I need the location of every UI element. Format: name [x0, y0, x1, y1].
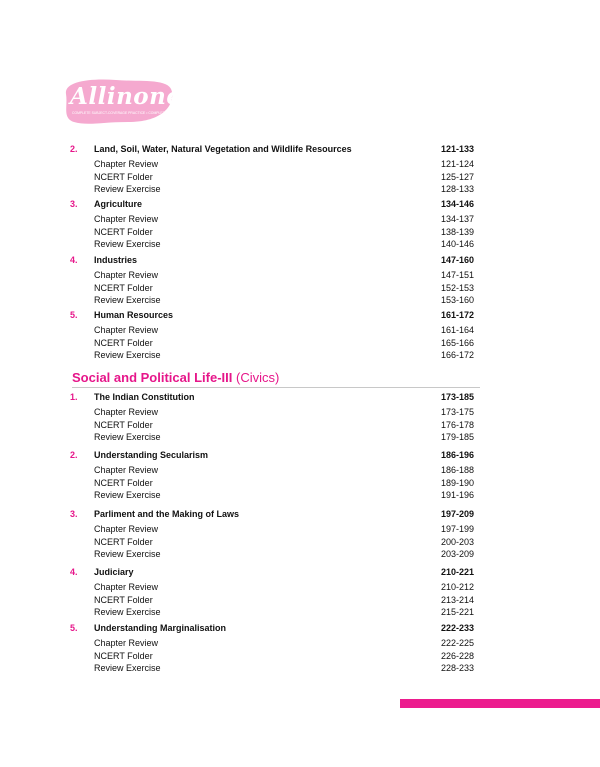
sub-row[interactable]: [70, 464, 474, 476]
sub-row[interactable]: [70, 523, 474, 535]
chapter-title: Industries: [94, 255, 138, 265]
sub-row[interactable]: [70, 213, 474, 225]
sub-title: Chapter Review: [94, 270, 159, 281]
sub-row[interactable]: [70, 337, 474, 349]
sub-row[interactable]: [70, 477, 474, 489]
sub-row[interactable]: [70, 406, 474, 418]
sub-pages: 189-190: [440, 477, 474, 488]
section-subtitle: (Civics): [236, 370, 280, 385]
sub-title: Review Exercise: [94, 295, 161, 306]
sub-title: NCERT Folder: [94, 337, 153, 348]
sub-row[interactable]: [70, 269, 474, 281]
sub-row[interactable]: [70, 548, 474, 560]
sub-row[interactable]: [70, 650, 474, 662]
sub-pages: 161-164: [440, 325, 474, 336]
chapter-pages: 161-172: [440, 310, 474, 320]
sub-pages: 197-199: [440, 524, 474, 535]
chapter-row[interactable]: [70, 309, 474, 321]
chapter-pages: 197-209: [440, 509, 474, 519]
toc-entry-judiciary: [70, 566, 474, 619]
sub-row[interactable]: [70, 158, 474, 170]
chapter-title: Agriculture: [94, 199, 143, 209]
chapter-title: Land, Soil, Water, Natural Vegetation and Wildlife Resources: [94, 144, 352, 154]
sub-pages: 125-127: [440, 171, 474, 182]
toc-entry-marginalisation: [70, 622, 474, 675]
chapter-pages: 210-221: [440, 567, 474, 577]
sub-pages: 152-153: [440, 282, 474, 293]
sub-title: Chapter Review: [94, 638, 159, 649]
sub-pages: 222-225: [440, 638, 474, 649]
sub-pages: 140-146: [440, 239, 474, 250]
sub-row[interactable]: [70, 238, 474, 250]
chapter-title: Judiciary: [94, 567, 134, 577]
chapter-title: The Indian Constitution: [94, 392, 195, 402]
chapter-title: Understanding Marginalisation: [94, 623, 227, 633]
section-heading-civics: [72, 369, 480, 388]
sub-row[interactable]: [70, 594, 474, 606]
chapter-title: Parliment and the Making of Laws: [94, 509, 240, 519]
sub-row[interactable]: [70, 282, 474, 294]
chapter-row[interactable]: [70, 143, 474, 155]
sub-pages: 210-212: [440, 582, 474, 593]
sub-title: Review Exercise: [94, 607, 161, 618]
sub-title: Review Exercise: [94, 239, 161, 250]
toc-entry-parliament: [70, 508, 474, 561]
sub-title: Review Exercise: [94, 350, 161, 361]
sub-row[interactable]: [70, 419, 474, 431]
sub-title: Chapter Review: [94, 159, 159, 170]
chapter-number: 4.: [70, 255, 78, 265]
sub-pages: 186-188: [440, 465, 474, 476]
sub-title: Review Exercise: [94, 184, 161, 195]
sub-pages: 166-172: [440, 350, 474, 361]
sub-row[interactable]: [70, 662, 474, 674]
all-in-one-logo: [58, 76, 191, 128]
sub-row[interactable]: [70, 294, 474, 306]
sub-title: NCERT Folder: [94, 226, 153, 237]
sub-row[interactable]: [70, 183, 474, 195]
toc-entry-human-resources: [70, 309, 474, 362]
toc-entry-secularism: [70, 449, 474, 502]
sub-row[interactable]: [70, 226, 474, 238]
sub-pages: 203-209: [440, 549, 474, 560]
chapter-row[interactable]: [70, 254, 474, 266]
sub-title: NCERT Folder: [94, 419, 153, 430]
sub-pages: 138-139: [440, 226, 474, 237]
sub-row[interactable]: [70, 489, 474, 501]
sub-pages: 200-203: [440, 536, 474, 547]
sub-pages: 179-185: [440, 432, 474, 443]
chapter-number: 2.: [70, 144, 78, 154]
sub-row[interactable]: [70, 536, 474, 548]
chapter-title: Human Resources: [94, 310, 174, 320]
sub-row[interactable]: [70, 431, 474, 443]
sub-pages: 165-166: [440, 337, 474, 348]
sub-pages: 176-178: [440, 419, 474, 430]
sub-row[interactable]: [70, 349, 474, 361]
sub-pages: 215-221: [440, 607, 474, 618]
chapter-row[interactable]: [70, 391, 474, 403]
toc-entry-agriculture: [70, 198, 474, 251]
chapter-pages: 173-185: [440, 392, 474, 402]
sub-title: Chapter Review: [94, 214, 159, 225]
sub-row[interactable]: [70, 637, 474, 649]
sub-title: NCERT Folder: [94, 536, 153, 547]
sub-title: Review Exercise: [94, 549, 161, 560]
sub-pages: 121-124: [440, 159, 474, 170]
sub-title: Chapter Review: [94, 524, 159, 535]
toc-entry-industries: [70, 254, 474, 307]
chapter-row[interactable]: [70, 198, 474, 210]
sub-row[interactable]: [70, 171, 474, 183]
toc-entry-land-soil: [70, 143, 474, 196]
sub-row[interactable]: [70, 606, 474, 618]
sub-pages: 128-133: [440, 184, 474, 195]
sub-pages: 228-233: [440, 663, 474, 674]
sub-title: NCERT Folder: [94, 171, 153, 182]
chapter-row[interactable]: [70, 566, 474, 578]
sub-title: NCERT Folder: [94, 282, 153, 293]
sub-pages: 213-214: [440, 594, 474, 605]
sub-title: NCERT Folder: [94, 477, 153, 488]
sub-pages: 226-228: [440, 650, 474, 661]
sub-pages: 147-151: [440, 270, 474, 281]
section-title: Social and Political Life-III: [72, 370, 233, 385]
chapter-number: 5.: [70, 310, 78, 320]
chapter-number: 3.: [70, 199, 78, 209]
sub-title: NCERT Folder: [94, 594, 153, 605]
chapter-title: Understanding Secularism: [94, 450, 209, 460]
chapter-pages: 186-196: [440, 450, 474, 460]
sub-pages: 173-175: [440, 407, 474, 418]
logo-tagline: COMPLETE SUBJECT-COVERAGE PRACTICE • COMPLETE ASSESSMENT: [72, 111, 191, 115]
footer-accent-bar: [400, 699, 600, 708]
chapter-number: 3.: [70, 509, 78, 519]
chapter-pages: 121-133: [440, 144, 474, 154]
chapter-pages: 134-146: [440, 199, 474, 209]
chapter-row[interactable]: [70, 449, 474, 461]
sub-pages: 153-160: [440, 295, 474, 306]
sub-title: Review Exercise: [94, 490, 161, 501]
chapter-pages: 147-160: [440, 255, 474, 265]
sub-pages: 134-137: [440, 214, 474, 225]
sub-title: Chapter Review: [94, 582, 159, 593]
chapter-number: 4.: [70, 567, 78, 577]
sub-row[interactable]: [70, 581, 474, 593]
chapter-row[interactable]: [70, 622, 474, 634]
sub-title: Chapter Review: [94, 465, 159, 476]
chapter-number: 5.: [70, 623, 78, 633]
sub-title: NCERT Folder: [94, 650, 153, 661]
sub-pages: 191-196: [440, 490, 474, 501]
chapter-number: 1.: [70, 392, 78, 402]
sub-title: Review Exercise: [94, 663, 161, 674]
sub-title: Chapter Review: [94, 407, 159, 418]
chapter-row[interactable]: [70, 508, 474, 520]
sub-title: Chapter Review: [94, 325, 159, 336]
logo-wordmark: Allinone: [70, 83, 182, 110]
sub-title: Review Exercise: [94, 432, 161, 443]
chapter-pages: 222-233: [440, 623, 474, 633]
sub-row[interactable]: [70, 324, 474, 336]
toc-entry-indian-constitution: [70, 391, 474, 444]
chapter-number: 2.: [70, 450, 78, 460]
